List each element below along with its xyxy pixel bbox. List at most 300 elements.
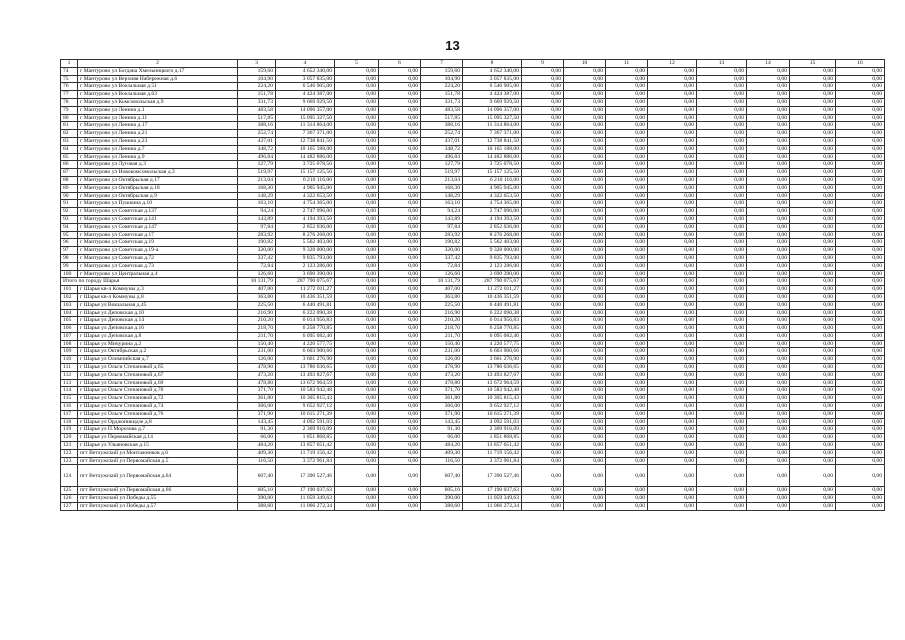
table-cell: 0,00 (564, 449, 606, 457)
table-cell: 0,00 (648, 114, 697, 122)
table-cell: 0,00 (648, 503, 697, 511)
table-cell: 0,00 (564, 278, 606, 286)
table-cell: 0,00 (564, 122, 606, 130)
table-cell: 0,00 (335, 215, 379, 223)
table-cell: 0,00 (836, 83, 885, 91)
table-cell: 10 131,79 (238, 278, 276, 286)
table-cell: 14 096 357,00 (276, 106, 335, 114)
table-cell: 0,00 (836, 387, 885, 395)
table-cell: 0,00 (379, 247, 421, 255)
table-cell: 0,00 (747, 215, 790, 223)
table-cell: 0,00 (606, 293, 648, 301)
column-header: 1 (61, 60, 78, 68)
table-cell: 9 669 929,50 (276, 98, 335, 106)
table-cell: 0,00 (564, 247, 606, 255)
table-cell: 13 493 827,67 (463, 371, 522, 379)
table-cell: 320,00 (421, 247, 463, 255)
table-cell: 0,00 (836, 223, 885, 231)
table-cell: 0,00 (697, 91, 747, 99)
table-cell: 0,00 (379, 395, 421, 403)
table-cell: 0,00 (522, 254, 564, 262)
table-cell: 6 258 770,85 (463, 325, 522, 333)
table-cell: 0,00 (747, 379, 790, 387)
table-cell: 0,00 (747, 130, 790, 138)
address-cell: г Мантурово ул Луговая д.3 (78, 161, 238, 169)
table-cell: 0,00 (836, 254, 885, 262)
table-cell: 0,00 (836, 356, 885, 364)
table-cell: 127,79 (421, 161, 463, 169)
table-cell: 15 157 125,50 (276, 169, 335, 177)
table-cell: 0,00 (335, 91, 379, 99)
address-cell: г Мантурово ул Октябрьская д.17 (78, 176, 238, 184)
row-number-cell: 121 (61, 442, 78, 450)
table-cell: 0,00 (790, 403, 836, 411)
table-cell: 0,00 (648, 223, 697, 231)
table-cell: 9 835 793,00 (463, 254, 522, 262)
table-cell: 0,00 (836, 137, 885, 145)
table-cell: 3 725 078,50 (463, 161, 522, 169)
table-cell: 0,00 (836, 442, 885, 450)
table-cell: 0,00 (335, 169, 379, 177)
table-cell: 0,00 (836, 114, 885, 122)
table-cell: 0,00 (697, 410, 747, 418)
row-number-cell: 117 (61, 410, 78, 418)
table-cell: 6 014 956,83 (276, 317, 335, 325)
table-cell: 0,00 (379, 169, 421, 177)
table-row (61, 215, 885, 223)
table-row (61, 442, 885, 450)
table-cell: 0,00 (564, 426, 606, 434)
table-cell: 0,00 (606, 270, 648, 278)
address-cell: г Шарья ул Ольги Степановой д.69 (78, 379, 238, 387)
row-number-cell: 93 (61, 215, 78, 223)
row-number-cell: 100 (61, 270, 78, 278)
table-cell: 0,00 (648, 262, 697, 270)
table-cell: 0,00 (522, 270, 564, 278)
table-cell: 0,00 (836, 247, 885, 255)
table-cell: 0,00 (836, 395, 885, 403)
table-cell: 331,73 (238, 98, 276, 106)
table-cell: 66,00 (421, 434, 463, 442)
table-cell: 0,00 (606, 114, 648, 122)
address-cell: г Мантурово ул Советская д.17 (78, 231, 238, 239)
table-cell: 0,00 (790, 364, 836, 372)
table-cell: 0,00 (564, 239, 606, 247)
table-row (61, 137, 885, 145)
table-cell: 0,00 (606, 67, 648, 75)
table-cell: 0,00 (648, 286, 697, 294)
table-cell: 0,00 (522, 332, 564, 340)
column-header: 10 (564, 60, 606, 68)
table-cell: 478,80 (238, 379, 276, 387)
table-cell: 143,89 (421, 215, 463, 223)
table-cell: 0,00 (522, 208, 564, 216)
table-cell: 216,90 (238, 309, 276, 317)
table-cell: 104,90 (421, 75, 463, 83)
table-cell: 0,00 (648, 395, 697, 403)
table-cell: 0,00 (522, 503, 564, 511)
table-cell: 3 057 835,00 (276, 75, 335, 83)
table-cell: 0,00 (747, 122, 790, 130)
table-cell: 0,00 (522, 309, 564, 317)
table-cell: 0,00 (697, 208, 747, 216)
table-cell: 0,00 (648, 176, 697, 184)
table-cell: 366,00 (421, 403, 463, 411)
table-cell: 605,10 (421, 487, 463, 495)
column-header: 9 (522, 60, 564, 68)
table-cell: 0,00 (648, 184, 697, 192)
table-row (61, 192, 885, 200)
table-cell: 0,00 (606, 184, 648, 192)
address-cell: г Шарья ул Вокзальная д.45 (78, 301, 238, 309)
table-cell: 0,00 (606, 262, 648, 270)
table-cell: 9 652 927,12 (463, 403, 522, 411)
table-cell: 14 482 886,00 (463, 153, 522, 161)
table-cell: 0,00 (697, 356, 747, 364)
table-cell: 17 390 527,46 (276, 465, 335, 487)
table-cell: 0,00 (836, 67, 885, 75)
table-cell: 0,00 (836, 503, 885, 511)
table-cell: 0,00 (747, 449, 790, 457)
table-cell: 0,00 (564, 442, 606, 450)
table-cell: 0,00 (606, 503, 648, 511)
table-cell: 2 852 036,00 (463, 223, 522, 231)
address-cell: г Мантурово ул Комсомольская д.9 (78, 98, 238, 106)
table-cell: 0,00 (606, 91, 648, 99)
row-number-cell: 108 (61, 340, 78, 348)
table-cell: 0,00 (335, 503, 379, 511)
table-row (61, 309, 885, 317)
table-cell: 366,00 (238, 403, 276, 411)
table-cell: 0,00 (606, 223, 648, 231)
table-cell: 0,00 (747, 137, 790, 145)
table-cell: 116,50 (238, 457, 276, 465)
table-cell: 4 092 591,03 (463, 418, 522, 426)
table-row (61, 301, 885, 309)
table-cell: 0,00 (606, 487, 648, 495)
table-row (61, 317, 885, 325)
table-cell: 0,00 (836, 332, 885, 340)
table-cell: 0,00 (564, 364, 606, 372)
table-cell: 0,00 (564, 356, 606, 364)
table-cell: 0,00 (379, 231, 421, 239)
table-cell: 0,00 (747, 208, 790, 216)
table-cell: 0,00 (335, 247, 379, 255)
table-cell: 0,00 (697, 67, 747, 75)
table-cell: 0,00 (648, 270, 697, 278)
table-cell: 0,00 (335, 153, 379, 161)
table-cell: 0,00 (747, 192, 790, 200)
table-cell: 0,00 (648, 67, 697, 75)
table-cell: 0,00 (606, 215, 648, 223)
table-cell: 0,00 (335, 208, 379, 216)
table-cell: 0,00 (648, 83, 697, 91)
table-cell: 0,00 (335, 301, 379, 309)
table-cell: 15 095 327,50 (463, 114, 522, 122)
column-header: 5 (335, 60, 379, 68)
table-cell: 320,00 (238, 247, 276, 255)
table-cell: 0,00 (747, 91, 790, 99)
table-cell: 0,00 (522, 91, 564, 99)
table-cell: 0,00 (747, 332, 790, 340)
table-cell: 0,00 (648, 387, 697, 395)
table-cell: 0,00 (335, 286, 379, 294)
table-cell: 331,73 (421, 98, 463, 106)
table-cell: 0,00 (790, 169, 836, 177)
table-cell: 0,00 (379, 418, 421, 426)
table-cell: 0,00 (379, 286, 421, 294)
table-cell: 388,16 (421, 122, 463, 130)
table-cell: 151,78 (421, 91, 463, 99)
table-cell: 0,00 (836, 379, 885, 387)
table-cell: 0,00 (335, 364, 379, 372)
table-cell: 4 754 365,00 (463, 200, 522, 208)
table-cell: 2 369 916,09 (276, 426, 335, 434)
row-number-cell: 110 (61, 356, 78, 364)
row-number-cell: 101 (61, 286, 78, 294)
table-cell: 0,00 (606, 200, 648, 208)
table-cell: 0,00 (606, 301, 648, 309)
table-cell: 0,00 (606, 83, 648, 91)
table-cell: 11 066 272,34 (463, 503, 522, 511)
table-cell: 0,00 (564, 200, 606, 208)
table-cell: 0,00 (379, 200, 421, 208)
table-row (61, 208, 885, 216)
table-cell: 0,00 (564, 286, 606, 294)
table-row (61, 426, 885, 434)
table-cell: 13 672 964,59 (463, 379, 522, 387)
table-cell: 0,00 (697, 418, 747, 426)
table-cell: 9 328 000,00 (276, 247, 335, 255)
table-cell: 0,00 (564, 317, 606, 325)
row-number-cell: 86 (61, 161, 78, 169)
table-cell: 0,00 (379, 487, 421, 495)
row-number-cell: 115 (61, 395, 78, 403)
table-cell: 0,00 (747, 262, 790, 270)
table-row (61, 98, 885, 106)
table-cell: 0,00 (836, 231, 885, 239)
table-cell: 0,00 (790, 106, 836, 114)
table-cell: 605,10 (238, 487, 276, 495)
table-cell: 496,84 (238, 153, 276, 161)
table-cell: 607,40 (238, 465, 276, 487)
table-cell: 4 424 387,00 (276, 91, 335, 99)
table-cell: 4 092 591,03 (276, 418, 335, 426)
table-cell: 4 424 387,00 (463, 91, 522, 99)
address-cell: г Шарья ул Деповская д.14 (78, 317, 238, 325)
table-cell: 0,00 (697, 247, 747, 255)
table-cell: 0,00 (606, 247, 648, 255)
table-cell: 407,00 (421, 286, 463, 294)
table-cell: 0,00 (648, 200, 697, 208)
row-number-cell: 79 (61, 106, 78, 114)
table-cell: 0,00 (790, 176, 836, 184)
table-cell: 0,00 (836, 200, 885, 208)
page-number: 13 (445, 38, 460, 53)
column-header: 8 (463, 60, 522, 68)
table-cell: 12 738 841,50 (276, 137, 335, 145)
address-cell: г Мантурово ул Ленина д.9 (78, 153, 238, 161)
table-cell: 0,00 (790, 309, 836, 317)
table-row (61, 364, 885, 372)
table-cell: 0,00 (564, 418, 606, 426)
table-cell: 0,00 (606, 239, 648, 247)
row-number-cell: 89 (61, 184, 78, 192)
table-cell: 0,00 (564, 137, 606, 145)
table-cell: 0,00 (697, 192, 747, 200)
table-cell: 127,79 (238, 161, 276, 169)
table-cell: 0,00 (335, 457, 379, 465)
address-cell: г Шарья ул П.Морозова д.7 (78, 426, 238, 434)
table-cell: 0,00 (648, 153, 697, 161)
table-row (61, 239, 885, 247)
table-cell: 13 857 651,42 (276, 442, 335, 450)
table-cell: 190,82 (421, 239, 463, 247)
table-cell: 0,00 (747, 176, 790, 184)
table-cell: 0,00 (379, 449, 421, 457)
table-cell: 0,00 (697, 184, 747, 192)
table-cell: 0,00 (836, 465, 885, 487)
address-cell: г Шарья ул Орджоникидзе д.8 (78, 418, 238, 426)
table-cell: 11 066 272,34 (276, 503, 335, 511)
address-cell: пгт Ветлужский ул Первомайская д.5 (78, 457, 238, 465)
table-cell: 213,04 (238, 176, 276, 184)
table-cell: 252,74 (238, 130, 276, 138)
table-cell: 0,00 (747, 348, 790, 356)
row-number-cell: 111 (61, 364, 78, 372)
table-cell: 17 390 527,46 (463, 465, 522, 487)
table-cell: 0,00 (606, 418, 648, 426)
table-cell: 0,00 (522, 364, 564, 372)
table-cell: 0,00 (648, 247, 697, 255)
table-cell: 0,00 (335, 442, 379, 450)
row-number-cell: 124 (61, 465, 78, 487)
table-cell: 3 690 390,00 (463, 270, 522, 278)
table-cell: 0,00 (697, 442, 747, 450)
table-cell: 0,00 (606, 153, 648, 161)
table-cell: 0,00 (379, 426, 421, 434)
table-row (61, 379, 885, 387)
table-cell: 0,00 (790, 254, 836, 262)
table-cell: 0,00 (790, 200, 836, 208)
row-number-cell: 114 (61, 387, 78, 395)
table-cell: 0,00 (648, 122, 697, 130)
table-cell: 0,00 (564, 379, 606, 387)
table-cell: 0,00 (522, 457, 564, 465)
table-cell: 4 194 393,50 (463, 215, 522, 223)
table-cell: 0,00 (648, 356, 697, 364)
table-cell: 6 222 090,38 (276, 309, 335, 317)
table-cell: 0,00 (606, 442, 648, 450)
table-cell: 0,00 (697, 200, 747, 208)
table-cell: 225,50 (238, 301, 276, 309)
table-row (61, 114, 885, 122)
column-header: 7 (421, 60, 463, 68)
table-row (61, 403, 885, 411)
table-cell: 0,00 (522, 239, 564, 247)
table-cell: 0,00 (697, 114, 747, 122)
table-cell: 0,00 (606, 457, 648, 465)
table-cell: 0,00 (335, 200, 379, 208)
row-number-cell: 102 (61, 293, 78, 301)
table-cell: 0,00 (564, 457, 606, 465)
table-cell: 6 258 770,85 (276, 325, 335, 333)
table-cell: 0,00 (379, 379, 421, 387)
table-cell: 0,00 (747, 317, 790, 325)
table-cell: 0,00 (335, 465, 379, 487)
table-cell: 15 157 125,50 (463, 169, 522, 177)
table-cell: 0,00 (836, 426, 885, 434)
table-cell: 0,00 (379, 348, 421, 356)
table-header-row (61, 60, 885, 68)
table-cell: 2 123 286,00 (463, 262, 522, 270)
table-cell: 0,00 (335, 434, 379, 442)
address-cell: г Шарья ул Октябрьская д.2 (78, 348, 238, 356)
table-cell: 437,01 (421, 137, 463, 145)
table-row (61, 200, 885, 208)
table-cell: 0,00 (335, 98, 379, 106)
table-cell: 371,90 (238, 410, 276, 418)
table-cell: 11 272 011,27 (463, 286, 522, 294)
table-cell: 0,00 (790, 426, 836, 434)
table-row (61, 184, 885, 192)
address-cell: г Мантурово ул Ленина д.21 (78, 130, 238, 138)
table-cell: 0,00 (648, 348, 697, 356)
table-cell: 0,00 (522, 215, 564, 223)
address-cell: г Мантурово ул Советская д.147 (78, 223, 238, 231)
table-cell: 0,00 (564, 387, 606, 395)
table-cell: 0,00 (836, 239, 885, 247)
table-cell: 0,00 (606, 403, 648, 411)
table-cell: 0,00 (747, 67, 790, 75)
table-cell: 0,00 (606, 340, 648, 348)
table-cell: 0,00 (747, 83, 790, 91)
table-cell: 0,00 (606, 145, 648, 153)
table-cell: 0,00 (606, 192, 648, 200)
table-cell: 252,74 (421, 130, 463, 138)
table-cell: 7 367 371,00 (463, 130, 522, 138)
table-cell: 6 546 905,00 (276, 83, 335, 91)
table-cell: 0,00 (564, 293, 606, 301)
table-cell: 0,00 (836, 184, 885, 192)
address-cell: г Мантурово ул Советская д.19-а (78, 247, 238, 255)
table-cell: 0,00 (606, 364, 648, 372)
table-cell: 0,00 (648, 457, 697, 465)
table-cell: 0,00 (697, 231, 747, 239)
table-cell: 0,00 (836, 449, 885, 457)
table-cell: 0,00 (522, 153, 564, 161)
table-cell: 0,00 (697, 301, 747, 309)
table-cell: 9 652 927,12 (276, 403, 335, 411)
table-cell: 6 440 491,81 (276, 301, 335, 309)
table-cell: 0,00 (697, 487, 747, 495)
address-cell: г Шарья ул Мичурина д.2 (78, 340, 238, 348)
address-cell: г Шарья ул Ольги Степановой д.70 (78, 387, 238, 395)
table-cell: 0,00 (697, 309, 747, 317)
table-cell: 0,00 (790, 161, 836, 169)
table-cell: 0,00 (379, 403, 421, 411)
table-cell: 66,00 (238, 434, 276, 442)
table-cell: 0,00 (335, 449, 379, 457)
table-cell: 0,00 (564, 153, 606, 161)
table-cell: 0,00 (648, 332, 697, 340)
table-row (61, 465, 885, 487)
table-cell: 0,00 (335, 231, 379, 239)
table-row (61, 161, 885, 169)
address-cell: г Мантурово ул Ленина д.17 (78, 122, 238, 130)
table-cell: 0,00 (522, 371, 564, 379)
table-cell: 0,00 (606, 286, 648, 294)
